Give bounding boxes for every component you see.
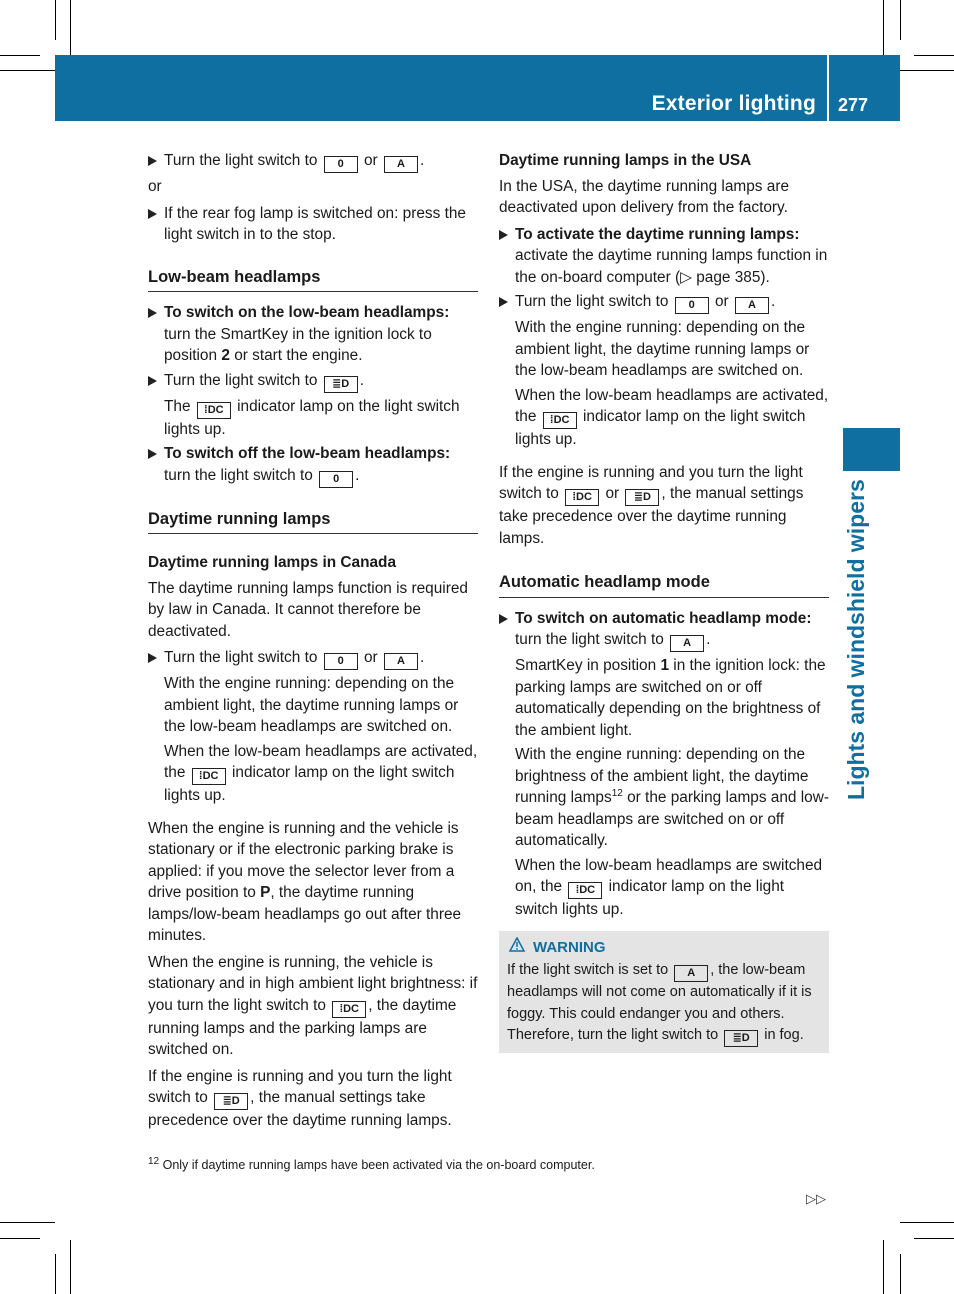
light-switch-auto-icon: A [384, 156, 418, 173]
low-beam-icon: ≣D [324, 376, 358, 393]
crop-mark [55, 0, 56, 40]
result-text: When the low-beam headlamps are activated, the ⁞DC indicator lamp on the light switch lights up. [164, 742, 478, 804]
warning-heading: WARNING [507, 937, 821, 959]
header-separator [827, 55, 829, 121]
heading-drl-canada: Daytime running lamps in Canada [148, 554, 397, 571]
paragraph: When the engine is running, the vehicle is stationary and in high ambient light brightness: if you turn the light switch to ⁞DC , the daytime running lamps and the parking lamps are switched on. [148, 953, 478, 1058]
parking-lamp-icon: ⁞DC [568, 882, 602, 899]
or-text: or [148, 178, 162, 195]
crop-mark [0, 55, 40, 56]
light-switch-off-icon: 0 [675, 297, 709, 314]
heading-drl-usa: Daytime running lamps in the USA [499, 152, 752, 169]
result-text: When the low-beam headlamps are activated, the ⁞DC indicator lamp on the light switch lights up. [515, 386, 829, 448]
chapter-marker [843, 428, 900, 471]
result-text: With the engine running: depending on the brightness of the ambient light, the daytime running lamps$^{12}$ or the parking lamps and low-beam headlamps are switched on or off automatically. [515, 746, 829, 849]
crop-mark [0, 1222, 55, 1223]
footnote-ref: 12 [611, 787, 623, 799]
instruction-step: Turn the light switch to 0 or A . [499, 291, 829, 314]
light-switch-auto-icon: A [735, 297, 769, 314]
warning-triangle-icon [509, 937, 525, 959]
paragraph: The daytime running lamps function is required by law in Canada. It cannot therefore be deactivated. [148, 579, 468, 640]
crop-mark [70, 1240, 71, 1294]
crop-mark [900, 0, 901, 40]
paragraph: When the engine is running and the vehicle is stationary or if the electronic parking brake is applied: if you move the selector lever from a drive position to P, the daytime running lamps/low-beam headlamps go out after three minutes. [148, 819, 462, 944]
light-switch-auto-icon: A [674, 965, 708, 982]
heading-auto-headlamp: Automatic headlamp mode [499, 572, 829, 598]
low-beam-icon: ≣D [724, 1030, 758, 1047]
crop-mark [55, 1254, 56, 1294]
crop-mark [914, 55, 954, 56]
crop-mark [70, 0, 71, 55]
footnote: $^{12}$ Only if daytime running lamps have been activated via the on-board computer. [148, 1155, 595, 1172]
right-column [499, 150, 829, 1053]
light-switch-auto-icon: A [670, 635, 704, 652]
parking-lamp-icon: ⁞DC [543, 412, 577, 429]
left-column [148, 150, 478, 1137]
light-switch-off-icon: 0 [324, 156, 358, 173]
paragraph: In the USA, the daytime running lamps are deactivated upon delivery from the factory. [499, 177, 790, 216]
parking-lamp-icon: ⁞DC [192, 768, 226, 785]
warning-box [499, 931, 829, 1054]
crop-mark [914, 1238, 954, 1239]
crop-mark [0, 1238, 40, 1239]
result-text: When the low-beam headlamps are switched on, the ⁞DC indicator lamp on the light switch lights up. [515, 856, 823, 918]
instruction-step: To switch on the low-beam headlamps: turn the SmartKey in the ignition lock to position 2 or start the engine. [148, 302, 478, 367]
parking-lamp-icon: ⁞DC [565, 489, 599, 506]
light-switch-auto-icon: A [384, 653, 418, 670]
crop-mark [900, 1222, 954, 1223]
instruction-step: To activate the daytime running lamps: activate the daytime running lamps function in the on-board computer (▷ page 385). [499, 224, 829, 289]
heading-low-beam: Low-beam headlamps [148, 267, 478, 293]
crop-mark [883, 0, 884, 55]
result-text: With the engine running: depending on the ambient light, the daytime running lamps or the low-beam headlamps are switched on. [515, 319, 810, 379]
crop-mark [900, 70, 954, 71]
low-beam-icon: ≣D [625, 489, 659, 506]
page-reference: (▷ page 385). [675, 268, 770, 286]
result-text: SmartKey in position 1 in the ignition lock: the parking lamps are switched on or off automatically depending on the brightness of the ambient light. [515, 657, 826, 739]
paragraph: If the engine is running and you turn the light switch to ⁞DC or ≣D , the manual settings take precedence over the daytime running lamps. [499, 463, 804, 547]
chapter-tab: Lights and windshield wipers [843, 479, 869, 800]
instruction-step: Turn the light switch to 0 or A . [148, 647, 478, 670]
continue-icon: ▷▷ [806, 1191, 826, 1206]
light-switch-off-icon: 0 [319, 471, 353, 488]
crop-mark [0, 70, 55, 71]
parking-lamp-icon: ⁞DC [197, 402, 231, 419]
instruction-step: To switch on automatic headlamp mode: turn the light switch to A . [499, 608, 829, 653]
page-number: 277 [838, 95, 869, 115]
section-title: Exterior lighting [651, 92, 816, 115]
instruction-step: To switch off the low-beam headlamps: turn the light switch to 0 . [148, 443, 478, 488]
low-beam-icon: ≣D [214, 1093, 248, 1110]
result-text: The ⁞DC indicator lamp on the light switch lights up. [164, 397, 460, 438]
instruction-step: If the rear fog lamp is switched on: press the light switch in to the stop. [148, 203, 478, 246]
heading-drl: Daytime running lamps [148, 509, 478, 535]
instruction-step: Turn the light switch to 0 or A . [148, 150, 478, 173]
paragraph: If the engine is running and you turn the light switch to ≣D , the manual settings take precedence over the daytime running lamps. [148, 1067, 452, 1129]
warning-text: If the light switch is set to A , the low-beam headlamps will not come on automatically if it is foggy. This could endanger you and others. Therefore, turn the light switch to ≣D in fog. [507, 960, 821, 1047]
crop-mark [883, 1240, 884, 1294]
parking-lamp-icon: ⁞DC [332, 1001, 366, 1018]
result-text: With the engine running: depending on the ambient light, the daytime running lamps or the low-beam headlamps are switched on. [164, 675, 459, 735]
crop-mark [900, 1254, 901, 1294]
instruction-step: Turn the light switch to ≣D . [148, 370, 478, 393]
light-switch-off-icon: 0 [324, 653, 358, 670]
